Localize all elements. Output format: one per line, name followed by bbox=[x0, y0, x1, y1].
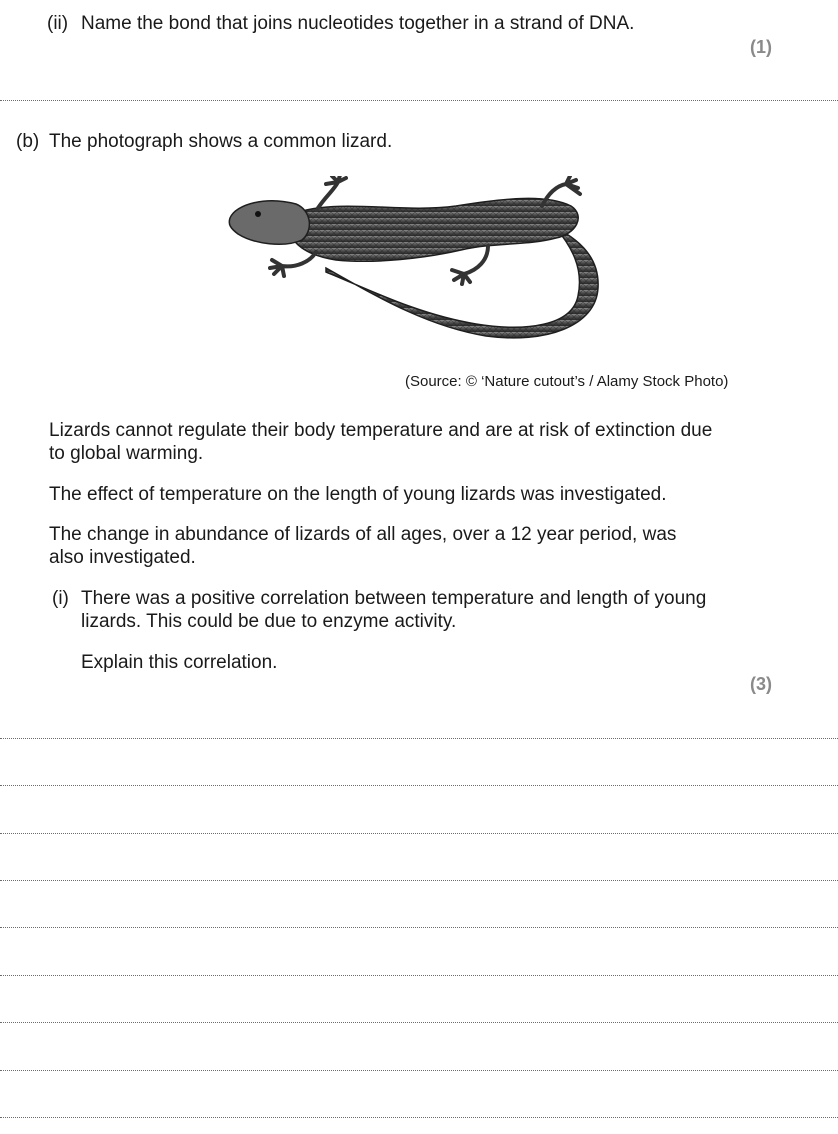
question-intro-b: The photograph shows a common lizard. bbox=[49, 131, 393, 152]
answer-line[interactable] bbox=[0, 738, 838, 739]
answer-line[interactable] bbox=[0, 1070, 838, 1071]
answer-line[interactable] bbox=[0, 833, 838, 834]
answer-line[interactable] bbox=[0, 785, 838, 786]
question-text-b-i-line-2: lizards. This could be due to enzyme activity. bbox=[81, 611, 457, 632]
answer-line[interactable] bbox=[0, 975, 838, 976]
answer-line[interactable] bbox=[0, 1022, 838, 1023]
paragraph-2: The effect of temperature on the length of young lizards was investigated. bbox=[49, 484, 667, 505]
paragraph-1-line-2: to global warming. bbox=[49, 443, 204, 464]
question-instruction-b-i: Explain this correlation. bbox=[81, 652, 278, 673]
question-number-b-i: (i) bbox=[52, 588, 69, 609]
marks-a-ii: (1) bbox=[750, 37, 772, 57]
lizard-photo bbox=[226, 176, 608, 352]
paragraph-3-line-2: also investigated. bbox=[49, 547, 196, 568]
photo-source-credit: (Source: © ‘Nature cutout’s / Alamy Stock Photo) bbox=[405, 373, 729, 390]
question-text-a-ii: Name the bond that joins nucleotides together in a strand of DNA. bbox=[81, 13, 635, 34]
answer-line[interactable] bbox=[0, 880, 838, 881]
question-text-b-i-line-1: There was a positive correlation between temperature and length of young bbox=[81, 588, 707, 609]
answer-line[interactable] bbox=[0, 927, 838, 928]
question-number-a-ii: (ii) bbox=[47, 13, 69, 34]
marks-b-i: (3) bbox=[750, 674, 772, 694]
question-number-b: (b) bbox=[16, 131, 40, 152]
paragraph-3-line-1: The change in abundance of lizards of all ages, over a 12 year period, was bbox=[49, 524, 677, 545]
answer-line[interactable] bbox=[0, 1117, 838, 1118]
paragraph-1-line-1: Lizards cannot regulate their body temperature and are at risk of extinction due bbox=[49, 420, 713, 441]
answer-line[interactable] bbox=[0, 100, 838, 101]
